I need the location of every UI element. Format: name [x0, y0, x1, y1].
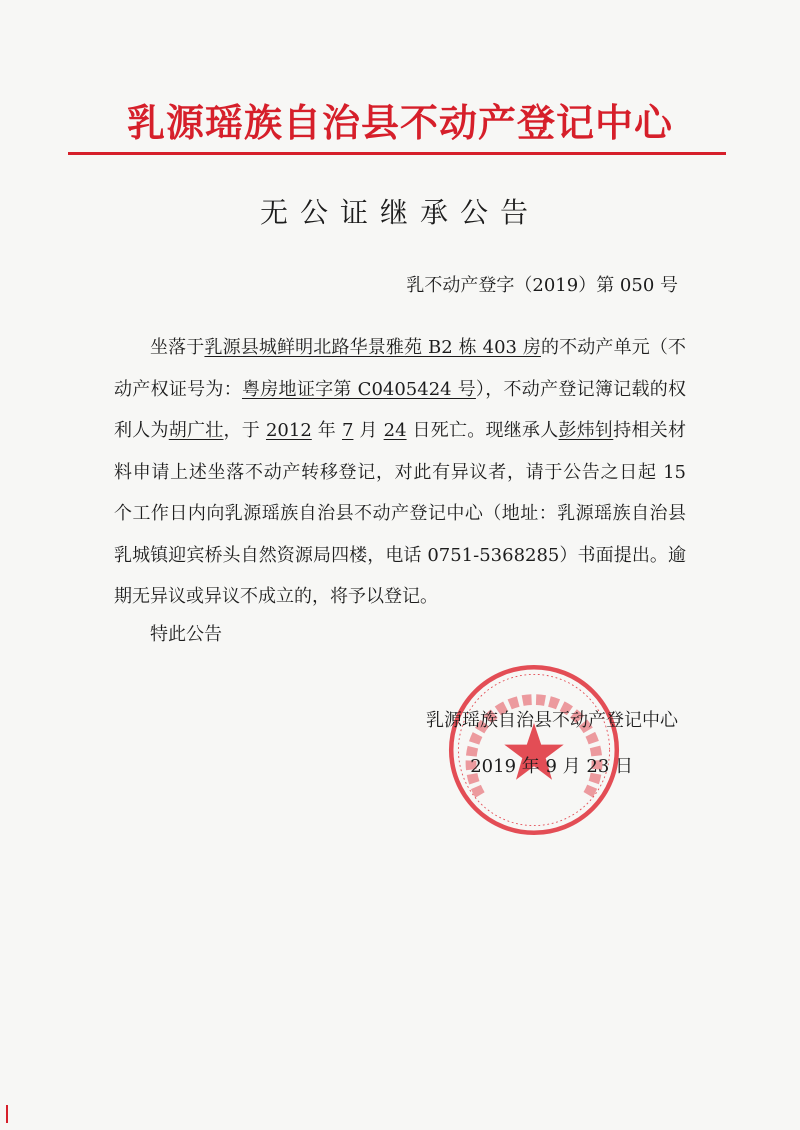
header-divider [68, 152, 726, 155]
body-text-2: 的不动产单元（不动产权证号为： [114, 337, 687, 400]
document-body [114, 327, 686, 618]
property-location: 乳源县城鲜明北路华景雅苑 B2 栋 403 房 [204, 337, 541, 358]
issue-date: 2019 年 9 月 23 日 [470, 756, 633, 777]
margin-mark [6, 1105, 8, 1123]
closing-text: 特此公告 [150, 624, 222, 645]
body-text-1: 坐落于 [150, 337, 205, 358]
death-year: 2012 [265, 420, 312, 441]
body-text-5: 年 [311, 420, 342, 441]
document-title: 无公证继承公告 [259, 196, 540, 229]
body-text-4: ，于 [223, 420, 266, 441]
body-text-3: ），不动产登记簿记载的权利人为 [114, 378, 687, 441]
body-text-8: 持相关材料申请上述坐落不动产转移登记，对此有异议者，请于公告之日起 15 个工作日内向乳源瑶族自治县不动产登记中心（地址：乳源瑶族自治县乳城镇迎宾桥头自然资源局四楼，电话 0751-5368285）书面提出。逾期无异议或异议不成立的，将予以登记。 [114, 420, 687, 607]
certificate-number: 粤房地证字第 C0405424 号 [241, 378, 476, 400]
death-month: 7 [341, 420, 354, 441]
body-text-7: 日死亡。现继承人 [406, 420, 559, 441]
document-number: 乳不动产登字（2019）第 050 号 [406, 275, 678, 296]
heir-name: 彭炜钊 [558, 420, 614, 441]
death-day: 24 [383, 420, 407, 441]
body-text-6: 月 [353, 420, 384, 441]
body-paragraph [114, 327, 686, 618]
org-header: 乳源瑶族自治县不动产登记中心 [126, 101, 673, 145]
official-seal-icon [444, 660, 624, 840]
rights-holder: 胡广壮 [168, 420, 224, 441]
issuer-name: 乳源瑶族自治县不动产登记中心 [426, 710, 678, 731]
